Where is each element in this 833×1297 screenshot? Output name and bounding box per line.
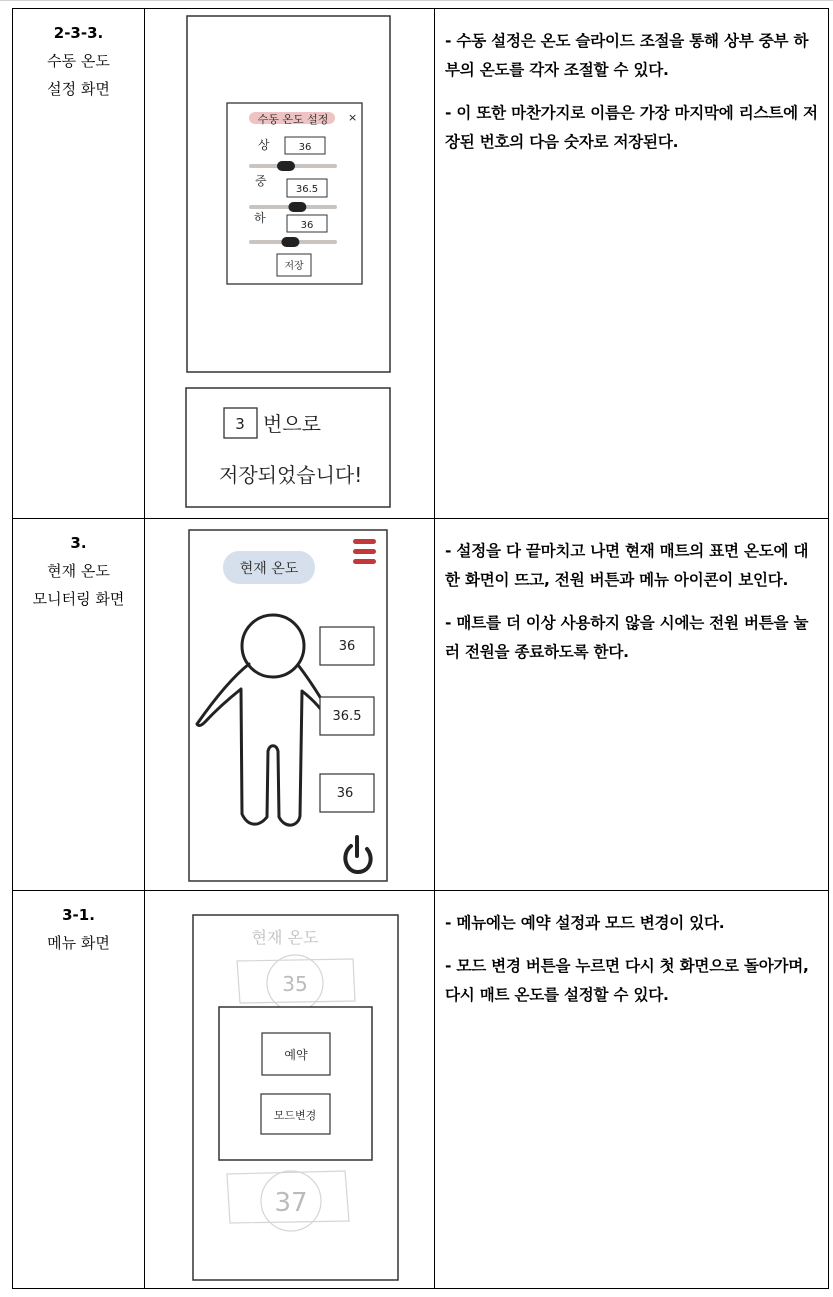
description-text: - 수동 설정은 온도 슬라이드 조절을 통해 상부 중부 하부의 온도를 각자 조절할 수 있다. (445, 32, 809, 79)
description-cell (435, 519, 829, 891)
menu-icon[interactable] (353, 539, 376, 564)
section-title-line1: 현재 온도 (47, 562, 110, 580)
body-figure (197, 615, 332, 825)
sketch-cell (145, 891, 435, 1289)
description-text: - 모드 변경 버튼을 누르면 다시 첫 화면으로 돌아가며, 다시 매트 온도를 설정할 수 있다. (445, 957, 809, 1004)
bg-bottom-value: 37 (274, 1188, 308, 1218)
table-row (13, 9, 829, 519)
value-bottom: 36 (300, 220, 314, 231)
description-text: - 이 또한 마찬가지로 이름은 가장 마지막에 리스트에 저장된 번호의 다음 숫자로 저장된다. (445, 104, 818, 151)
section-title-line2: 모니터링 화면 (32, 590, 125, 608)
section-label (13, 19, 144, 103)
save-label: 저장 (284, 261, 304, 272)
section-label (13, 901, 144, 957)
bg-top-value: 35 (282, 972, 308, 996)
description-cell (435, 9, 829, 519)
table-row (13, 519, 829, 891)
sketch-cell (145, 519, 435, 891)
section-label-cell (13, 891, 145, 1289)
description-text: - 매트를 더 이상 사용하지 않을 시에는 전원 버튼을 눌러 전원을 종료하도록 한다. (445, 614, 809, 661)
saved-message-box (186, 388, 390, 507)
slider-label-top: 상 (258, 138, 270, 152)
slider-knob-bottom[interactable] (281, 237, 299, 247)
description-cell (435, 891, 829, 1289)
slider-knob-mid[interactable] (288, 202, 306, 212)
mode-change-label: 모드변경 (273, 1109, 317, 1122)
section-number: 2-3-3. (53, 24, 104, 42)
bg-header: 현재 온도 (251, 928, 319, 947)
slider-label-bottom: 하 (254, 211, 266, 225)
close-icon[interactable]: × (348, 111, 358, 124)
dialog-title: 수동 온도 설정 (257, 113, 329, 126)
description-text: - 설정을 다 끝마치고 나면 현재 매트의 표면 온도에 대한 화면이 뜨고, 전원 버튼과 메뉴 아이콘이 보인다. (445, 542, 809, 589)
saved-number: 3 (235, 415, 245, 433)
section-title-line1: 메뉴 화면 (47, 934, 110, 952)
description-text: - 메뉴에는 예약 설정과 모드 변경이 있다. (445, 914, 725, 932)
page-top-rule (0, 0, 833, 1)
saved-text-2: 저장되었습니다! (219, 463, 363, 487)
section-label (13, 529, 144, 613)
table-row (13, 891, 829, 1289)
menu-modal (219, 1007, 372, 1160)
menu-sketch (145, 891, 434, 1289)
value-mid: 36.5 (295, 184, 319, 195)
power-icon[interactable] (345, 837, 370, 872)
value-top: 36 (298, 142, 312, 153)
slider-knob-top[interactable] (277, 161, 295, 171)
reserve-label: 예약 (284, 1048, 308, 1062)
head-shape (242, 615, 304, 677)
monitoring-sketch (145, 519, 434, 891)
slider-label-mid: 중 (255, 174, 267, 188)
section-number: 3. (70, 534, 87, 552)
temp-middle: 36.5 (332, 709, 362, 724)
temp-upper: 36 (338, 639, 356, 654)
body-outline (197, 664, 332, 825)
section-title-line2: 설정 화면 (47, 80, 110, 98)
saved-text-1: 번으로 (263, 412, 321, 436)
section-number: 3-1. (62, 906, 95, 924)
sketch-cell (145, 9, 435, 519)
manual-setting-sketch (145, 9, 434, 519)
section-title-line1: 수동 온도 (47, 52, 110, 70)
spec-table (12, 8, 829, 1289)
section-label-cell (13, 519, 145, 891)
section-label-cell (13, 9, 145, 519)
temp-lower: 36 (336, 786, 354, 801)
current-temp-label: 현재 온도 (239, 561, 299, 577)
